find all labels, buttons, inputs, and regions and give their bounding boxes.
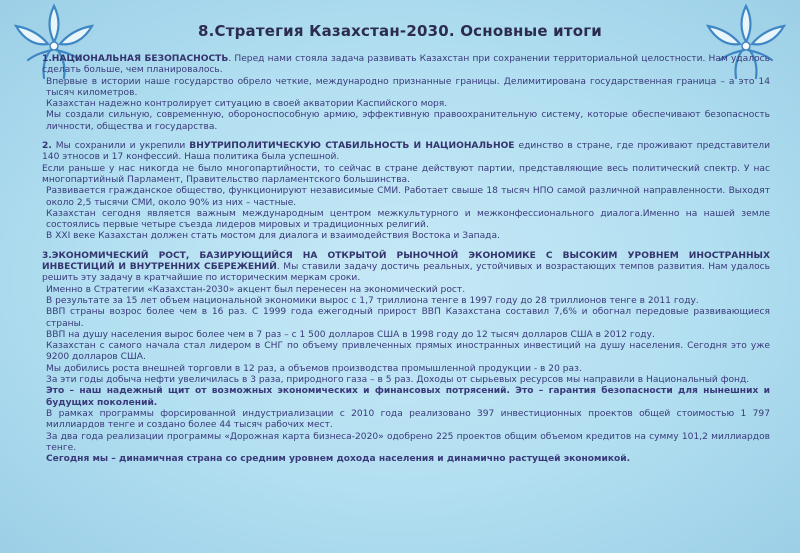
slide-title: 8.Стратегия Казахстан-2030. Основные итоги — [197, 22, 602, 40]
paragraph: Мы создали сильную, современную, обороноспособную армию, эффективную правоохранительную систему, которые обеспечивают безопасность личности, общества и государства. — [46, 110, 770, 132]
paragraph: Казахстан сегодня является важным международным центром межкультурного и межконфессионального диалога.Именно на нашей земле состоялись первые четыре съезда лидеров мировых и традиционных религий. — [46, 208, 770, 231]
slide-content — [42, 54, 770, 465]
paragraph: Казахстан надежно контролирует ситуацию в своей акватории Каспийского моря. — [46, 99, 448, 110]
section-1-intro: 1.НАЦИОНАЛЬНАЯ БЕЗОПАСНОСТЬ. Перед нами стояла задача развивать Казахстан при сохранении территориальной целостности. Нам удалось сделать больше, чем планировалось. — [42, 54, 770, 76]
section-3-intro: 3.ЭКОНОМИЧЕСКИЙ РОСТ, БАЗИРУЮЩИЙСЯ НА ОТКРЫТОЙ РЫНОЧНОЙ ЭКОНОМИКЕ С ВЫСОКИМ УРОВНЕМ ИНОСТРАННЫХ ИНВЕСТИЦИЙ И ВНУТРЕННИХ СБЕРЕЖЕНИЙ. Мы ставили задачу достичь реальных, устойчивых и возрастающих темпов развития. Нам удалось решить эту задачу в кратчайшие по историческим меркам сроки. — [42, 250, 770, 284]
paragraph: Если раньше у нас никогда не было многопартийности, то сейчас в стране действуют партии, представляющие весь политический спектр. У нас многопартийный Парламент, Правительство парламентского большинства. — [42, 163, 770, 185]
paragraph: За эти годы добыча нефти увеличилась в 3 раза, природного газа – в 5 раз. Доходы от сырьевых ресурсов мы направили в Национальный фонд. — [46, 375, 750, 386]
paragraph: В результате за 15 лет объем национальной экономики вырос с 1,7 триллиона тенге в 1997 году до 28 триллионов тенге в 2011 году. — [46, 295, 699, 306]
paragraph: Именно в Стратегии «Казахстан-2030» акцент был перенесен на экономический рост. — [46, 284, 466, 295]
paragraph: В рамках программы форсированной индустриализации с 2010 года реализовано 397 инвестиционных проектов общей стоимостью 1 797 миллиардов тенге и создано более 44 тысяч рабочих мест. — [46, 408, 770, 431]
section-3-heading: ЭКОНОМИЧЕСКИЙ РОСТ, БАЗИРУЮЩИЙСЯ НА ОТКРЫТОЙ РЫНОЧНОЙ ЭКОНОМИКЕ С ВЫСОКИМ УРОВНЕМ ИНОСТРАННЫХ ИНВЕСТИЦИЙ И ВНУТРЕННИХ СБЕРЕЖЕНИЙ — [42, 250, 770, 273]
bold-paragraph: Сегодня мы – динамичная страна со средним уровнем дохода населения и динамично растущей экономикой. — [46, 454, 631, 465]
paragraph: За два года реализации программы «Дорожная карта бизнеса-2020» одобрено 225 проектов общим объемом кредитов на сумму 101,2 миллиардов тенге. — [46, 431, 770, 453]
bold-paragraph: Это – наш надежный щит от возможных экономических и финансовых потрясений. Это – гарантия безопасности для нынешних и будущих поколений. — [46, 386, 770, 408]
paragraph: ВВП на душу населения вырос более чем в 7 раз – с 1 500 долларов США в 1998 году до 12 тысяч долларов США в 2012 году. — [46, 329, 655, 340]
section-2-intro: 2. Мы сохранили и укрепили ВНУТРИПОЛИТИЧЕСКУЮ СТАБИЛЬНОСТЬ И НАЦИОНАЛЬНОЕ единство в стране, где проживают представители 140 этносов и 17 конфессий. Наша политика была успешной. — [42, 141, 770, 163]
section-1-heading: НАЦИОНАЛЬНАЯ БЕЗОПАСНОСТЬ — [51, 54, 229, 64]
section-2-heading: ВНУТРИПОЛИТИЧЕСКУЮ СТАБИЛЬНОСТЬ И НАЦИОНАЛЬНОЕ — [189, 141, 515, 152]
paragraph: Развивается гражданское общество, функционируют независимые СМИ. Работает свыше 18 тысяч НПО самой различной направленности. Выходят около 2,5 тысячи СМИ, около 90% из них – частные. — [46, 186, 770, 208]
paragraph: Впервые в истории наше государство обрело четкие, международно признанные границы. Делимитирована государственная граница – а это 14 тысяч километров. — [46, 76, 770, 98]
paragraph: Казахстан с самого начала стал лидером в СНГ по объему привлеченных прямых иностранных инвестиций на душу населения. Сегодня это уже 9200 долларов США. — [46, 341, 770, 363]
paragraph: ВВП страны возрос более чем в 16 раз. С 1999 года ежегодный прирост ВВП Казахстана составил 7,6% и обогнал передовые развивающиеся страны. — [46, 307, 770, 329]
paragraph: В XXI веке Казахстан должен стать мостом для диалога и взаимодействия Востока и Запада. — [46, 231, 500, 242]
paragraph: Мы добились роста внешней торговли в 12 раз, а объемов производства промышленной продукции - в 20 раз. — [46, 363, 582, 374]
